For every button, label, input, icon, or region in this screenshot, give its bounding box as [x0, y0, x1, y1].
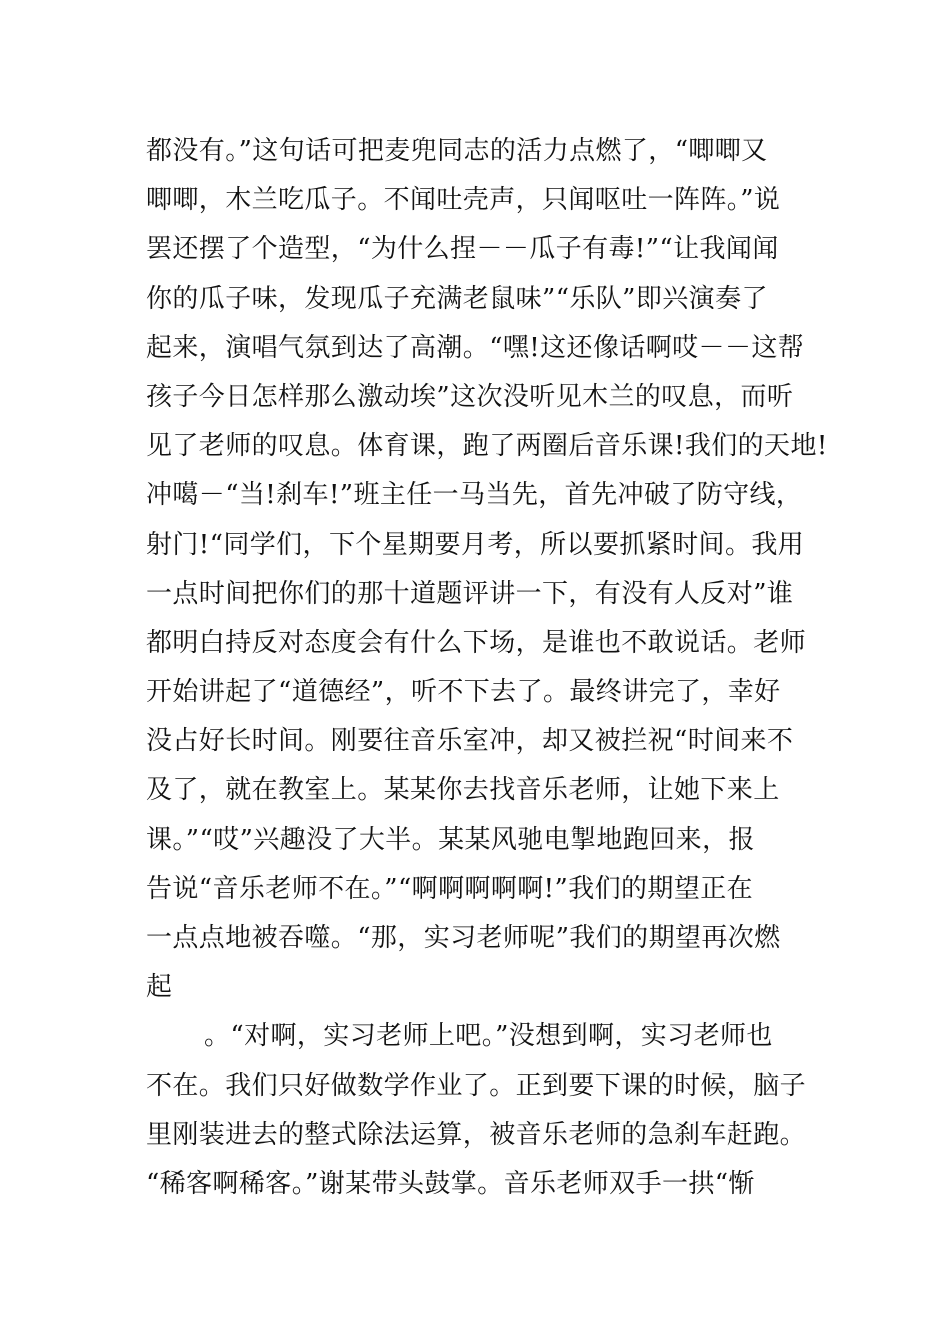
- text-line: 起: [146, 972, 173, 1003]
- body-text: [146, 127, 828, 1209]
- text-line: 一点点地被吞噬。“那，实习老师呢”我们的期望再次燃: [146, 923, 781, 953]
- text-line: “稀客啊稀客。”谢某带头鼓掌。音乐老师双手一拱“惭: [146, 1168, 755, 1199]
- text-line: 射门!“同学们，下个星期要月考，所以要抓紧时间。我用: [146, 529, 805, 560]
- text-line: 一点时间把你们的那十道题评讲一下，有没有人反对”谁: [146, 578, 794, 609]
- text-line: 唧唧，木兰吃瓜子。不闻吐壳声，只闻呕吐一阵阵。”说: [146, 185, 781, 216]
- text-line: 及了，就在教室上。某某你去找音乐老师，让她下来上: [146, 775, 780, 806]
- text-line: 你的瓜子味，发现瓜子充满老鼠味”“乐队”即兴演奏了: [146, 283, 768, 314]
- text-line: 孩子今日怎样那么激动埃”这次没听见木兰的叹息，而听: [146, 381, 794, 412]
- text-line-indented: 。“对啊，实习老师上吧。”没想到啊，实习老师也: [204, 1021, 773, 1052]
- text-line: 里刚装进去的整式除法运算，被音乐老师的急刹车赶跑。: [146, 1119, 807, 1150]
- text-line: 见了老师的叹息。体育课，跑了两圈后音乐课!我们的天地!: [146, 431, 828, 462]
- text-line: 告说“音乐老师不在。”“啊啊啊啊啊!”我们的期望正在: [146, 873, 754, 904]
- text-line: 起来，演唱气氛到达了高潮。“嘿!这还像话啊哎－－这帮: [146, 332, 805, 363]
- text-line: 课。”“哎”兴趣没了大半。某某风驰电掣地跑回来，报: [146, 824, 755, 855]
- text-line: 都没有。”这句话可把麦兜同志的活力点燃了，“唧唧又: [146, 136, 768, 166]
- text-line: 没占好长时间。刚要往音乐室冲，却又被拦祝“时间来不: [146, 726, 794, 757]
- text-line: 罢还摆了个造型，“为什么捏－－瓜子有毒!”“让我闻闻: [146, 234, 779, 265]
- text-line: 不在。我们只好做数学作业了。正到要下课的时候，脑子: [146, 1070, 807, 1101]
- text-line: 都明白持反对态度会有什么下场，是谁也不敢说话。老师: [146, 627, 807, 658]
- text-line: 开始讲起了“道德经”，听不下去了。最终讲完了，幸好: [146, 677, 781, 708]
- text-line: 冲噶－“当!刹车!”班主任一马当先，首先冲破了防守线，: [146, 480, 803, 511]
